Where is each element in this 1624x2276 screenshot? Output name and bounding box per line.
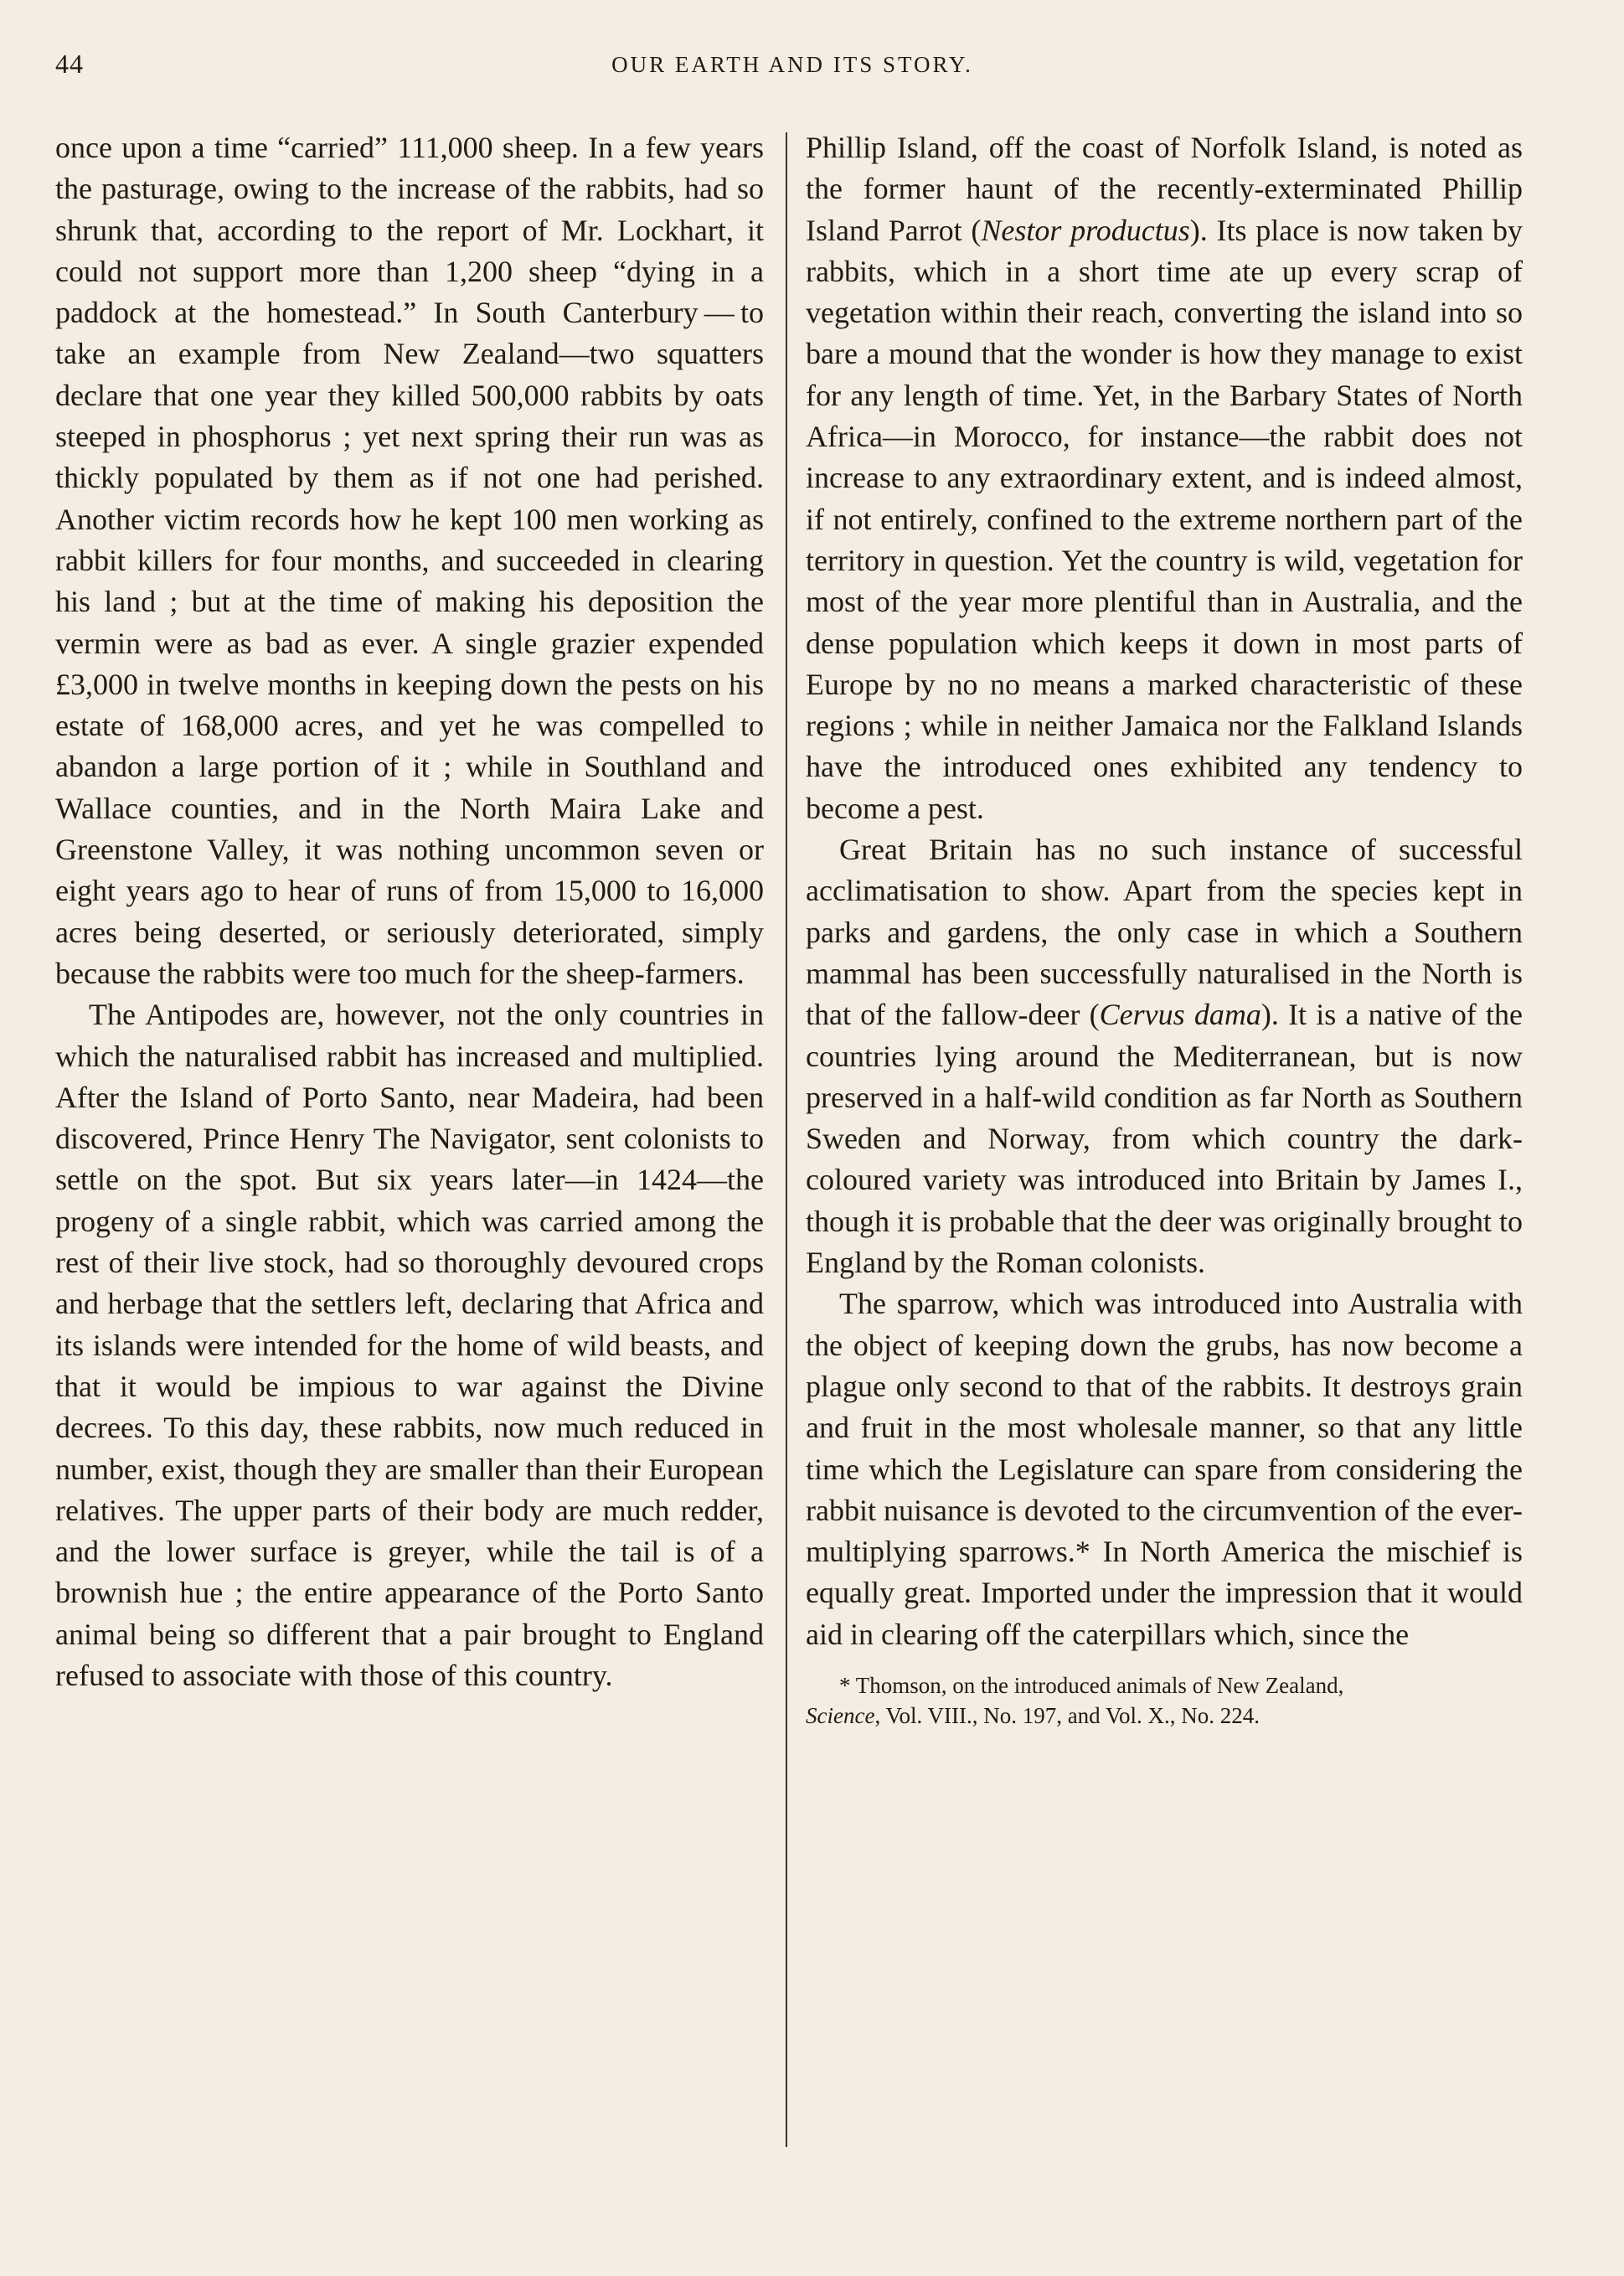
left-column [55, 127, 764, 1696]
left-paragraph-1: once upon a time “carried” 111,000 sheep. In a few years the pasturage, owing to the increase of the rabbits, had so shrunk that, according to the report of Mr. Lockhart, it could not support more than 1,200 sheep “dying in a paddock at the homestead.” In South Canterbury — to take an example from New Zealand—two squatters declare that one year they killed 500,000 rabbits by oats steeped in phosphorus ; yet next spring their run was as thickly populated by them as if not one had perished. Another victim records how he kept 100 men working as rabbit killers for four months, and succeeded in clearing his land ; but at the time of making his deposition the vermin were as bad as ever. A single grazier expended £3,000 in twelve months in keeping down the pests on his estate of 168,000 acres, and yet he was compelled to abandon a large portion of it ; while in Southland and Wallace counties, and in the North Maira Lake and Greenstone Valley, it was nothing uncommon seven or eight years ago to hear of runs of from 15,000 to 16,000 acres being deserted, or seriously deteriorated, simply because the rabbits were too much for the sheep-farmers. [55, 131, 764, 990]
right-p2-text-a: Great Britain has no such instance of successful acclimatisation to show. Apart from the species kept in parks and gardens, the only case in which a Southern mammal has been successfully naturalised in the North is that of the fallow-deer ( [806, 833, 1523, 1032]
right-paragraph-3: The sparrow, which was introduced into Australia with the object of keeping down the grubs, has now become a plague only second to that of the rabbits. It destroys grain and fruit in the most wholesale manner, so that any little time which the Legislature can spare from considering the rabbit nuisance is devoted to the circumvention of the ever-multiplying sparrows.* In North America the mischief is equally great. Imported under the impression that it would aid in clearing off the caterpillars which, since the [806, 1287, 1523, 1651]
column-divider [786, 132, 787, 2147]
species-name-nestor: Nestor productus [981, 213, 1190, 247]
page-header [55, 49, 1529, 82]
left-paragraph-2: The Antipodes are, however, not the only countries in which the naturalised rabbit has increased and multiplied. After the Island of Porto Santo, near Madeira, had been discovered, Prince Henry The Navigator, sent colonists to settle on the spot. But six years later—in 1424—the progeny of a single rabbit, which was carried among the rest of their live stock, had so thoroughly devoured crops and herbage that the settlers left, declaring that Africa and its islands were intended for the home of wild beasts, and that it would be impious to war against the Divine decrees. To this day, these rabbits, now much reduced in number, exist, though they are smaller than their European relatives. The upper parts of their body are much redder, and the lower surface is greyer, while the tail is of a brownish hue ; the entire appearance of the Porto Santo animal being so different that a pair brought to England refused to associate with those of this country. [55, 998, 764, 1692]
species-name-cervus: Cervus dama [1099, 998, 1261, 1032]
right-p1-text-b: ). Its place is now taken by rabbits, which in a short time ate up every scrap of vegetation within their reach, converting the island into so bare a mound that the wonder is how they manage to exist for any length of time. Yet, in the Barbary States of North Africa—in Morocco, for instance—the rabbit does not increase to any extraordinary extent, and is indeed almost, if not entirely, confined to the extreme northern part of the territory in question. Yet the country is wild, vegetation for most of the year more plentiful than in Australia, and the dense population which keeps it down in most parts of Europe by no no means a marked characteristic of these regions ; while in neither Jamaica nor the Falkland Islands have the introduced ones exhibited any tendency to become a pest. [806, 213, 1523, 825]
right-column [806, 127, 1523, 1731]
footnote-journal: Science [806, 1702, 875, 1728]
right-paragraph-1 [806, 127, 1523, 829]
right-p1-text-a: Phillip Island, off the coast of Norfolk Island, is noted as the former haunt of the recently-exterminated Phillip Island Parrot ( [806, 131, 1523, 247]
running-title: OUR EARTH AND ITS STORY. [611, 52, 973, 77]
footnote [806, 1670, 1523, 1731]
right-p2-text-b: ). It is a native of the countries lying around the Mediterranean, but is now preserved in a half-wild condition as far North as Southern Sweden and Norway, from which country the dark-coloured variety was introduced into Britain by James I., though it is probable that the deer was originally brought to England by the Roman colonists. [806, 998, 1523, 1280]
footnote-text-b: , Vol. VIII., No. 197, and Vol. X., No. 224. [874, 1702, 1260, 1728]
right-paragraph-2 [806, 829, 1523, 1283]
footnote-text-a: * Thomson, on the introduced animals of New Zealand, [839, 1672, 1344, 1698]
page-number: 44 [55, 49, 84, 79]
